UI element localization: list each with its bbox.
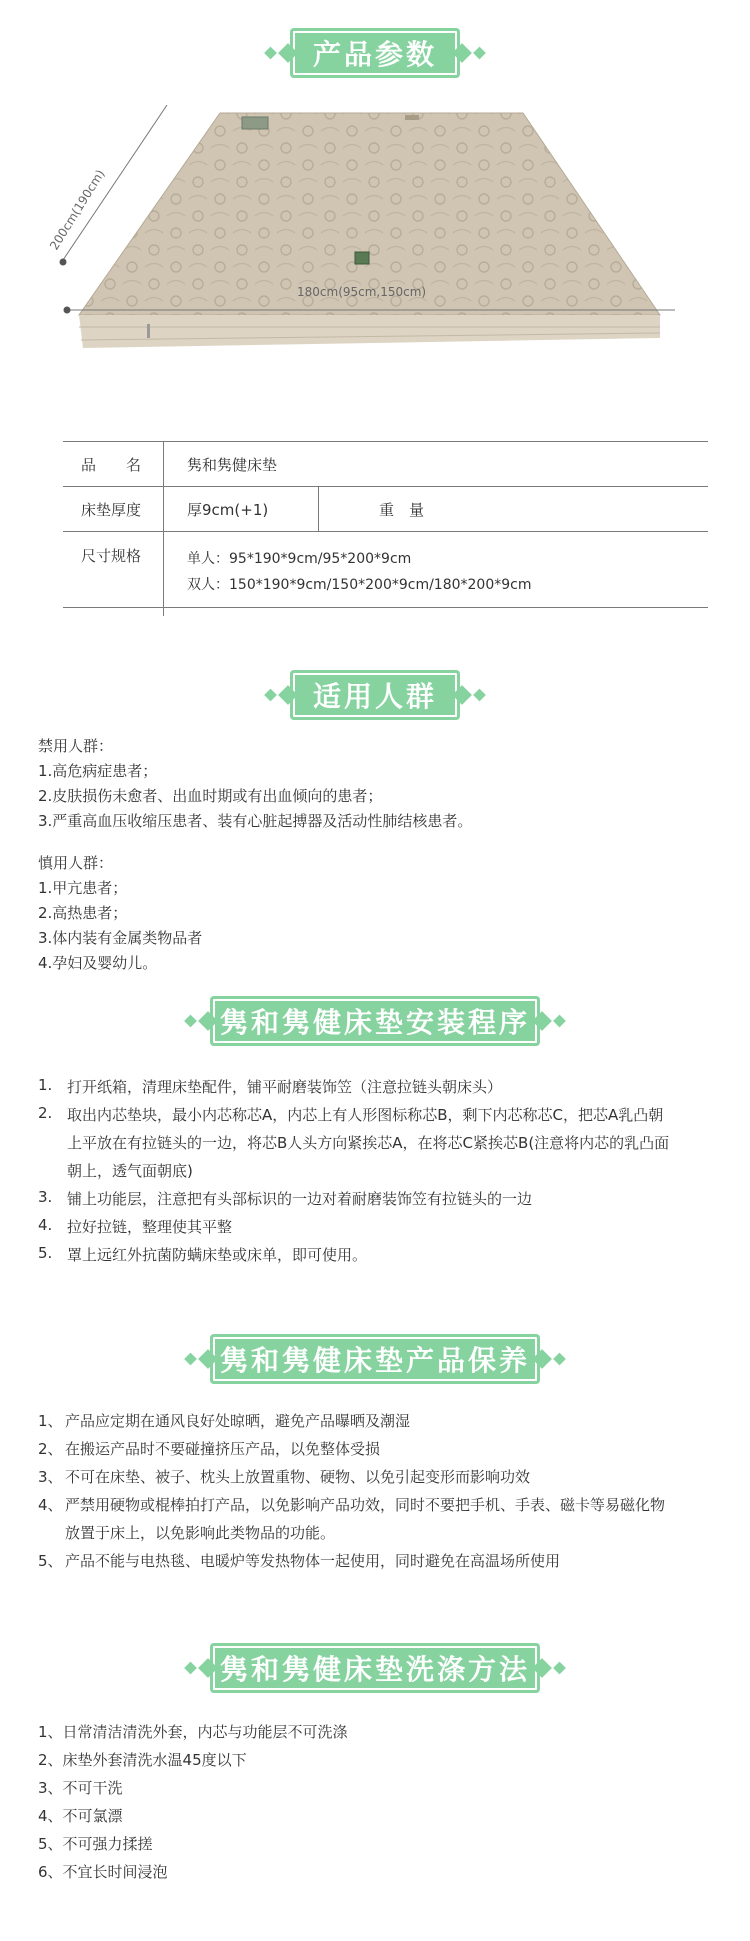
care-item-number: 2、 [38,1440,63,1458]
install-step-text: 铺上功能层，注意把有头部标识的一边对着耐磨装饰笠有拉链头的一边 [67,1190,533,1208]
wash-title-banner [210,1643,540,1693]
care-item-text: 产品应定期在通风良好处晾晒，避免产品曝晒及潮湿 [65,1412,411,1430]
care-item-number: 1、 [38,1412,63,1430]
wash-title: 隽和隽健床垫洗涤方法 [219,1653,530,1686]
install-title-banner [210,996,540,1046]
diamond-ornament-icon [553,1353,566,1366]
forbidden-item: 3.严重高血压收缩压患者、装有心脏起搏器及活动性肺结核患者。 [38,812,473,830]
diamond-ornament-icon [473,47,486,60]
care-item-text: 在搬运产品时不要碰撞挤压产品，以免整体受损 [65,1440,381,1458]
install-step-text: 罩上远红外抗菌防螨床垫或床单，即可使用。 [67,1246,368,1264]
wash-item: 1、日常清洁清洗外套，内芯与功能层不可洗涤 [38,1723,348,1741]
spec-weight-label: 重 量 [379,501,425,519]
spec-size-label: 尺寸规格 [81,547,142,565]
install-step-number: 4. [38,1216,53,1234]
install-step-text: 上平放在有拉链头的一边，将芯B人头方向紧挨芯A，在将芯C紧挨芯B(注意将内芯的乳凸面 [67,1134,670,1152]
install-step-text: 朝上，透气面朝底) [67,1162,193,1180]
diamond-ornament-icon [264,47,277,60]
care-item-text: 放置于床上，以免影响此类物品的功能。 [65,1524,336,1542]
install-step-text: 取出内芯垫块，最小内芯称芯A，内芯上有人形图标称芯B，剩下内芯称芯C，把芯A乳凸朝 [67,1106,664,1124]
spec-size-single: 单人：95*190*9cm/95*200*9cm [187,551,412,567]
diamond-ornament-icon [184,1015,197,1028]
caution-item: 1.甲亢患者； [38,879,128,897]
care-item-number: 4、 [38,1496,63,1514]
spec-thickness-value: 厚9cm(+1) [187,501,269,519]
care-title: 隽和隽健床垫产品保养 [219,1344,530,1377]
spec-table [63,441,708,616]
care-item-text: 产品不能与电热毯、电暖炉等发热物体一起使用，同时避免在高温场所使用 [65,1552,561,1570]
diamond-ornament-icon [264,689,277,702]
forbidden-title: 禁用人群： [38,737,114,755]
diamond-ornament-icon [473,689,486,702]
care-item-number: 5、 [38,1552,63,1570]
wash-item: 6、不宜长时间浸泡 [38,1863,168,1881]
caution-item: 2.高热患者； [38,904,128,922]
mattress-figure [47,105,685,405]
spec-name-label: 品 名 [81,456,142,474]
install-step-number: 2. [38,1104,53,1122]
install-step-number: 1. [38,1076,53,1094]
care-title-banner [210,1334,540,1384]
audience-title-banner [290,670,460,720]
care-item-text: 不可在床垫、被子、枕头上放置重物、硬物、以免引起变形而影响功效 [65,1468,531,1486]
wash-item: 4、不可氯漂 [38,1807,123,1825]
install-step-text: 拉好拉链，整理使其平整 [67,1218,233,1236]
wash-item: 5、不可强力揉搓 [38,1835,153,1853]
caution-title: 慎用人群： [38,854,114,872]
dimension-width-label: 180cm(95cm,150cm) [297,285,427,299]
install-title: 隽和隽健床垫安装程序 [219,1006,530,1039]
caution-item: 4.孕妇及婴幼儿。 [38,954,158,972]
diamond-ornament-icon [184,1353,197,1366]
wash-item: 2、床垫外套清洗水温45度以下 [38,1751,247,1769]
params-title: 产品参数 [312,38,437,71]
forbidden-item: 2.皮肤损伤未愈者、出血时期或有出血倾向的患者； [38,787,383,805]
spec-thickness-label: 床垫厚度 [81,501,142,519]
mattress-image [55,105,685,405]
diamond-ornament-icon [553,1662,566,1675]
wash-item: 3、不可干洗 [38,1779,123,1797]
care-item-number: 3、 [38,1468,63,1486]
spec-size-double: 双人：150*190*9cm/150*200*9cm/180*200*9cm [187,577,532,593]
dimension-length-label: 200cm(190cm) [47,167,108,253]
care-item-text: 严禁用硬物或棍棒拍打产品，以免影响产品功效，同时不要把手机、手表、磁卡等易磁化物 [65,1496,666,1514]
audience-title: 适用人群 [312,680,437,713]
diamond-ornament-icon [184,1662,197,1675]
forbidden-item: 1.高危病症患者； [38,762,158,780]
install-step-text: 打开纸箱，清理床垫配件，铺平耐磨装饰笠（注意拉链头朝床头） [67,1078,503,1096]
caution-item: 3.体内装有金属类物品者 [38,929,203,947]
install-step-number: 3. [38,1188,53,1206]
install-step-number: 5. [38,1244,53,1262]
params-title-banner [290,28,460,78]
spec-name-value: 隽和隽健床垫 [187,456,278,474]
diamond-ornament-icon [553,1015,566,1028]
